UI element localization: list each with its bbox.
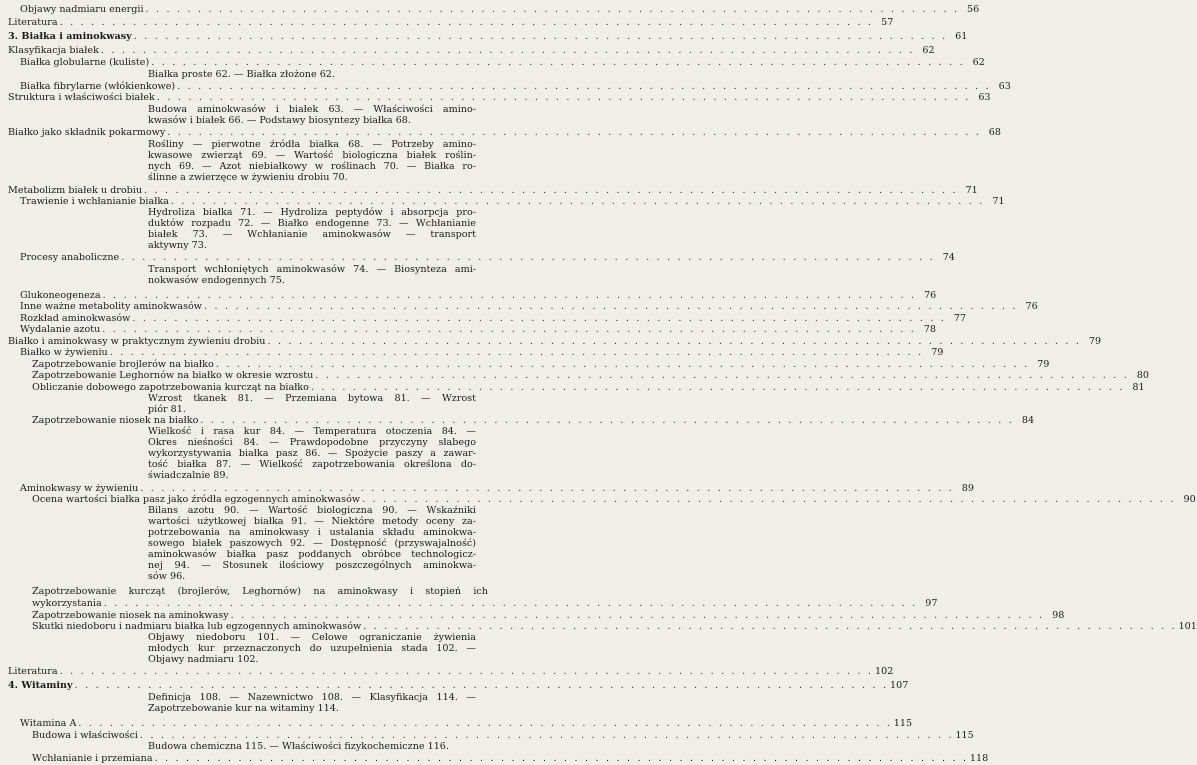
toc-subtopics-text: Budowa aminokwasów i białek 63. — Właściwości amino- bbox=[148, 104, 476, 115]
toc-entry-title: Zapotrzebowanie Leghornów na białko w okresie wzrostu bbox=[32, 370, 314, 381]
dot-leader: . . . . . . . . . . . . . . . . . . . . . . . . . . . . . . . . . . . . . . . . . . . . . . . . . . . . . . . . . . . . . . . . . . . . . . . . . . . . . . bbox=[102, 324, 916, 335]
dot-leader: . . . . . . . . . . . . . . . . . . . . . . . . . . . . . . . . . . . . . . . . . . . . . . . . . . . . . . . . . . . . . . . . . . . . . . . . . . . . . . bbox=[362, 494, 1176, 505]
toc-desc-line bbox=[0, 115, 500, 127]
dot-leader: . . . . . . . . . . . . . . . . . . . . . . . . . . . . . . . . . . . . . . . . . . . . . . . . . . . . . . . . . . . . . . . . . . . . . . . . . . . . . . bbox=[103, 598, 918, 609]
dot-leader: . . . . . . . . . . . . . . . . . . . . . . . . . . . . . . . . . . . . . . . . . . . . . . . . . . . . . . . . . . . . . . . . . . . . . . . . . . . . . . bbox=[100, 45, 915, 56]
toc-subtopics-text: sowego białek paszowych 92. — Dostępność (przyswajalność) bbox=[148, 538, 476, 549]
toc-desc-line bbox=[0, 172, 500, 184]
toc-desc-line bbox=[0, 404, 500, 416]
toc-entry[interactable] bbox=[20, 4, 980, 16]
toc-entry-title: Witamina A bbox=[20, 718, 77, 729]
toc-entry-page: 71 bbox=[992, 196, 1005, 207]
toc-entry-title: Ocena wartości białka pasz jako źródła egzogennych aminokwasów bbox=[32, 494, 361, 505]
toc-subtopics-text: wartości użytkowej białka 91. — Niektóre metody oceny za- bbox=[148, 516, 476, 527]
toc-entry[interactable] bbox=[20, 57, 985, 69]
toc-subtopics-text: nej 94. — Stosunek ilościowy poszczególnych aminokwa- bbox=[148, 560, 476, 571]
toc-subtopics-text: tość białka 87. — Wielkość zapotrzebowania określona do- bbox=[148, 459, 476, 470]
toc-entry-title: Zapotrzebowanie niosek na aminokwasy bbox=[32, 610, 229, 621]
dot-leader: . . . . . . . . . . . . . . . . . . . . . . . . . . . . . . . . . . . . . . . . . . . . . . . . . . . . . . . . . . . . . . . . . . . . . . . . . . . . . . bbox=[140, 483, 954, 494]
toc-entry-page: 102 bbox=[875, 666, 894, 677]
toc-wide-text-1: Zapotrzebowanie kurcząt (brojlerów, Leghornów) na aminokwasy i stopień ich bbox=[32, 586, 488, 597]
toc-entry-page: 76 bbox=[924, 290, 937, 301]
dot-leader: . . . . . . . . . . . . . . . . . . . . . . . . . . . . . . . . . . . . . . . . . . . . . . . . . . . . . . . . . . . . . . . . . . . . . . . . . . . . . . bbox=[102, 290, 917, 301]
toc-subtopics-text: Transport wchłoniętych aminokwasów 74. — Biosynteza ami- bbox=[148, 264, 476, 275]
dot-leader: . . . . . . . . . . . . . . . . . . . . . . . . . . . . . . . . . . . . . . . . . . . . . . . . . . . . . . . . . . . . . . . . . . . . . . . . . . . . . . bbox=[215, 359, 1030, 370]
toc-entry[interactable] bbox=[32, 370, 1149, 382]
toc-subtopics-text: aktywny 73. bbox=[148, 240, 207, 251]
toc-entry[interactable] bbox=[8, 127, 1001, 139]
toc-entry-title: Glukoneogeneza bbox=[20, 290, 101, 301]
toc-entry-title: Wchłanianie i przemiana bbox=[32, 753, 153, 764]
toc-entry-page: 68 bbox=[988, 127, 1001, 138]
toc-desc-line bbox=[0, 240, 500, 252]
toc-line bbox=[0, 31, 968, 43]
toc-line bbox=[0, 45, 935, 57]
toc-line bbox=[0, 370, 1149, 382]
dot-leader: . . . . . . . . . . . . . . . . . . . . . . . . . . . . . . . . . . . . . . . . . . . . . . . . . . . . . . . . . . . . . . . . . . . . . . . . . . . . . . bbox=[170, 196, 985, 207]
toc-subtopics-text: aminokwasów białka pasz poddanych obróbce technologicz- bbox=[148, 549, 476, 560]
toc-subtopics-text: ślinne a zwierzęce w żywieniu drobiu 70. bbox=[148, 172, 348, 183]
toc-entry-title: Klasyfikacja białek bbox=[8, 45, 99, 56]
toc-desc-line bbox=[0, 703, 500, 715]
dot-leader: . . . . . . . . . . . . . . . . . . . . . . . . . . . . . . . . . . . . . . . . . . . . . . . . . . . . . . . . . . . . . . . . . . . . . . . . . . . . . . bbox=[151, 57, 965, 68]
toc-line bbox=[0, 17, 894, 29]
toc-line bbox=[0, 57, 985, 69]
toc-subtopics-text: Bilans azotu 90. — Wartość biologiczna 90. — Wskaźniki bbox=[148, 505, 476, 516]
dot-leader: . . . . . . . . . . . . . . . . . . . . . . . . . . . . . . . . . . . . . . . . . . . . . . . . . . . . . . . . . . . . . . . . . . . . . . . . . . . . . . bbox=[144, 185, 958, 196]
toc-entry-page: 97 bbox=[925, 598, 938, 609]
dot-leader: . . . . . . . . . . . . . . . . . . . . . . . . . . . . . . . . . . . . . . . . . . . . . . . . . . . . . . . . . . . . . . . . . . . . . . . . . . . . . . bbox=[230, 610, 1045, 621]
toc-desc-line bbox=[0, 571, 500, 583]
toc-subtopics-text: Okres nieśności 84. — Prawdopodobne przyczyny słabego bbox=[148, 437, 476, 448]
toc-subtopics-text: nokwasów endogennych 75. bbox=[148, 275, 285, 286]
toc-subtopics-text: wykorzystywania białka pasz 86. — Spożycie paszy a zawar- bbox=[148, 448, 476, 459]
toc-line bbox=[0, 718, 913, 730]
toc-entry[interactable] bbox=[8, 17, 894, 29]
toc-entry-page: 101 bbox=[1178, 621, 1197, 632]
toc-subtopics-text: piór 81. bbox=[148, 404, 186, 415]
dot-leader: . . . . . . . . . . . . . . . . . . . . . . . . . . . . . . . . . . . . . . . . . . . . . . . . . . . . . . . . . . . . . . . . . . . . . . . . . . . . . . bbox=[156, 92, 971, 103]
toc-subtopics-text: nych 69. — Azot niebiałkowy w roślinach 70. — Białka ro- bbox=[148, 161, 476, 172]
dot-leader: . . . . . . . . . . . . . . . . . . . . . . . . . . . . . . . . . . . . . . . . . . . . . . . . . . . . . . . . . . . . . . . . . . . . . . . . . . . . . . bbox=[140, 730, 954, 741]
toc-subtopics-text: białek 73. — Wchłanianie aminokwasów — transport bbox=[148, 229, 476, 240]
toc-subtopics-text: sów 96. bbox=[148, 571, 186, 582]
dot-leader: . . . . . . . . . . . . . . . . . . . . . . . . . . . . . . . . . . . . . . . . . . . . . . . . . . . . . . . . . . . . . . . . . . . . . . . . . . . . . . bbox=[310, 382, 1125, 393]
toc-entry[interactable] bbox=[32, 753, 989, 765]
toc-entry[interactable] bbox=[8, 45, 935, 57]
toc-subtopics-text: Definicja 108. — Nazewnictwo 108. — Klasyfikacja 114. — bbox=[148, 692, 476, 703]
toc-subtopics-text: duktów rozpadu 72. — Białko endogenne 73. — Wchłanianie bbox=[148, 218, 476, 229]
toc-line bbox=[0, 92, 991, 104]
toc-entry-page: 76 bbox=[1025, 301, 1038, 312]
toc-desc-line bbox=[0, 654, 500, 666]
toc-entry-title: Białko i aminokwasy w praktycznym żywieniu drobiu bbox=[8, 336, 266, 347]
toc-entry-page: 74 bbox=[942, 252, 955, 263]
toc-entry[interactable] bbox=[8, 31, 968, 43]
dot-leader: . . . . . . . . . . . . . . . . . . . . . . . . . . . . . . . . . . . . . . . . . . . . . . . . . . . . . . . . . . . . . . . . . . . . . . . . . . . . . . bbox=[315, 370, 1129, 381]
toc-desc-line bbox=[0, 741, 500, 753]
toc-entry-title: Trawienie i wchłanianie białka bbox=[20, 196, 169, 207]
toc-entry-page: 79 bbox=[1037, 359, 1050, 370]
toc-line bbox=[0, 252, 955, 264]
toc-entry-page: 115 bbox=[893, 718, 913, 729]
toc-desc-line bbox=[0, 69, 500, 81]
toc-line bbox=[0, 347, 944, 359]
toc-entry[interactable] bbox=[20, 301, 1038, 313]
toc-subtopics-text: Wzrost tkanek 81. — Przemiana bytowa 81. — Wzrost bbox=[148, 393, 476, 404]
dot-leader: . . . . . . . . . . . . . . . . . . . . . . . . . . . . . . . . . . . . . . . . . . . . . . . . . . . . . . . . . . . . . . . . . . . . . . . . . . . . . . bbox=[363, 621, 1177, 632]
toc-entry-page: 63 bbox=[998, 81, 1011, 92]
toc-entry-page: 56 bbox=[967, 4, 980, 15]
toc-entry-page: 115 bbox=[955, 730, 974, 741]
toc-subtopics-text: kwasowe zwierząt 69. — Wartość biologiczna białek roślin- bbox=[148, 150, 476, 161]
toc-entry[interactable] bbox=[20, 718, 913, 730]
toc-entry-page: 84 bbox=[1021, 415, 1035, 426]
toc-subtopics-text: Budowa chemiczna 115. — Właściwości fizykochemiczne 116. bbox=[148, 741, 449, 752]
dot-leader: . . . . . . . . . . . . . . . . . . . . . . . . . . . . . . . . . . . . . . . . . . . . . . . . . . . . . . . . . . . . . . . . . . . . . . . . . . . . . . bbox=[267, 336, 1082, 347]
toc-subtopics-text: kwasów i białek 66. — Podstawy biosyntezy białka 68. bbox=[148, 115, 411, 126]
toc-entry-title: Inne ważne metabolity aminokwasów bbox=[20, 301, 202, 312]
toc-entry-page: 71 bbox=[965, 185, 978, 196]
toc-entry-title: Wydalanie azotu bbox=[20, 324, 101, 335]
dot-leader: . . . . . . . . . . . . . . . . . . . . . . . . . . . . . . . . . . . . . . . . . . . . . . . . . . . . . . . . . . . . . . . . . . . . . . . . . . . . . . bbox=[204, 301, 1018, 312]
toc-subtopics-text: Zapotrzebowanie kur na witaminy 114. bbox=[148, 703, 339, 714]
dot-leader: . . . . . . . . . . . . . . . . . . . . . . . . . . . . . . . . . . . . . . . . . . . . . . . . . . . . . . . . . . . . . . . . . . . . . . . . . . . . . . bbox=[74, 680, 889, 691]
toc-entry-page: 90 bbox=[1183, 494, 1196, 505]
toc-entry-page: 62 bbox=[922, 45, 935, 56]
dot-leader: . . . . . . . . . . . . . . . . . . . . . . . . . . . . . . . . . . . . . . . . . . . . . . . . . . . . . . . . . . . . . . . . . . . . . . . . . . . . . . bbox=[177, 81, 991, 92]
dot-leader: . . . . . . . . . . . . . . . . . . . . . . . . . . . . . . . . . . . . . . . . . . . . . . . . . . . . . . . . . . . . . . . . . . . . . . . . . . . . . . bbox=[121, 252, 935, 263]
toc-line bbox=[0, 666, 894, 678]
toc-entry-title: 4. Witaminy bbox=[8, 680, 73, 691]
toc-entry-title: Skutki niedoboru i nadmiaru białka lub egzogennych aminokwasów bbox=[32, 621, 362, 632]
toc-entry[interactable] bbox=[8, 92, 991, 104]
dot-leader: . . . . . . . . . . . . . . . . . . . . . . . . . . . . . . . . . . . . . . . . . . . . . . . . . . . . . . . . . . . . . . . . . . . . . . . . . . . . . . bbox=[145, 4, 960, 15]
dot-leader: . . . . . . . . . . . . . . . . . . . . . . . . . . . . . . . . . . . . . . . . . . . . . . . . . . . . . . . . . . . . . . . . . . . . . . . . . . . . . . bbox=[78, 718, 893, 729]
toc-entry-title: Literatura bbox=[8, 17, 58, 28]
toc-entry-title: Zapotrzebowanie niosek na białko bbox=[32, 415, 199, 426]
toc-entry-page: 63 bbox=[978, 92, 991, 103]
toc-entry-page: 57 bbox=[881, 17, 894, 28]
toc-entry-page: 80 bbox=[1136, 370, 1149, 381]
dot-leader: . . . . . . . . . . . . . . . . . . . . . . . . . . . . . . . . . . . . . . . . . . . . . . . . . . . . . . . . . . . . . . . . . . . . . . . . . . . . . . bbox=[59, 666, 874, 677]
toc-entry-page: 77 bbox=[953, 313, 967, 324]
toc-line bbox=[0, 301, 1038, 313]
toc-entry-title: Metabolizm białek u drobiu bbox=[8, 185, 143, 196]
toc-entry[interactable] bbox=[20, 324, 936, 336]
dot-leader: . . . . . . . . . . . . . . . . . . . . . . . . . . . . . . . . . . . . . . . . . . . . . . . . . . . . . . . . . . . . . . . . . . . . . . . . . . . . . . bbox=[109, 347, 924, 358]
toc-line bbox=[0, 753, 989, 765]
toc-subtopics-text: Wielkość i rasa kur 84. — Temperatura otoczenia 84. — bbox=[148, 426, 476, 437]
toc-entry-title: Literatura bbox=[8, 666, 58, 677]
toc-entry-title: Objawy nadmiaru energii bbox=[20, 4, 144, 15]
toc-entry[interactable] bbox=[8, 680, 909, 692]
toc-entry-page: 118 bbox=[969, 753, 989, 764]
dot-leader: . . . . . . . . . . . . . . . . . . . . . . . . . . . . . . . . . . . . . . . . . . . . . . . . . . . . . . . . . . . . . . . . . . . . . . . . . . . . . . bbox=[200, 415, 1015, 426]
toc-entry-page: 79 bbox=[931, 347, 944, 358]
toc-subtopics-text: Hydroliza białka 71. — Hydroliza peptydów i absorpcja pro- bbox=[148, 207, 476, 218]
dot-leader: . . . . . . . . . . . . . . . . . . . . . . . . . . . . . . . . . . . . . . . . . . . . . . . . . . . . . . . . . . . . . . . . . . . . . . . . . . . . . . bbox=[167, 127, 981, 138]
toc-entry-title: Białka fibrylarne (włókienkowe) bbox=[20, 81, 176, 92]
toc-entry-page: 78 bbox=[923, 324, 936, 335]
toc-entry[interactable] bbox=[8, 666, 894, 678]
toc-subtopics-text: Objawy niedoboru 101. — Celowe ograniczanie żywienia bbox=[148, 632, 476, 643]
toc-entry-title: Białka globularne (kuliste) bbox=[20, 57, 150, 68]
toc-desc-line bbox=[0, 470, 500, 482]
dot-leader: . . . . . . . . . . . . . . . . . . . . . . . . . . . . . . . . . . . . . . . . . . . . . . . . . . . . . . . . . . . . . . . . . . . . . . . . . . . . . . bbox=[59, 17, 874, 28]
toc-entry-page: 107 bbox=[889, 680, 909, 691]
toc-entry-title: Obliczanie dobowego zapotrzebowania kurcząt na białko bbox=[32, 382, 309, 393]
toc-entry-page: 89 bbox=[961, 483, 974, 494]
toc-entry-title: 3. Białka i aminokwasy bbox=[8, 31, 132, 42]
toc-entry-title: Rozkład aminokwasów bbox=[20, 313, 131, 324]
toc-entry[interactable] bbox=[20, 347, 944, 359]
toc-line bbox=[0, 4, 980, 16]
toc-subtopics-text: potrzebowania na aminokwasy i ustalania składu aminokwa- bbox=[148, 527, 476, 538]
toc-entry-page: 81 bbox=[1132, 382, 1145, 393]
dot-leader: . . . . . . . . . . . . . . . . . . . . . . . . . . . . . . . . . . . . . . . . . . . . . . . . . . . . . . . . . . . . . . . . . . . . . . . . . . . . . . bbox=[132, 313, 947, 324]
toc-entry[interactable] bbox=[32, 598, 938, 610]
toc-desc-line bbox=[0, 275, 500, 287]
toc-subtopics-text: Objawy nadmiaru 102. bbox=[148, 654, 259, 665]
toc-entry-page: 98 bbox=[1052, 610, 1065, 621]
toc-entry-title: Zapotrzebowanie brojlerów na białko bbox=[32, 359, 214, 370]
toc-line bbox=[0, 324, 936, 336]
toc-entry[interactable] bbox=[20, 252, 955, 264]
toc-subtopics-text: Białka proste 62. — Białka złożone 62. bbox=[148, 69, 335, 80]
toc-wide-line-2 bbox=[0, 598, 938, 610]
toc-entry-title: Procesy anaboliczne bbox=[20, 252, 120, 263]
toc-entry-title: Budowa i właściwości bbox=[32, 730, 139, 741]
toc-line bbox=[0, 680, 909, 692]
toc-entry-page: 61 bbox=[955, 31, 968, 42]
toc-entry-title: Białko jako składnik pokarmowy bbox=[8, 127, 166, 138]
dot-leader: . . . . . . . . . . . . . . . . . . . . . . . . . . . . . . . . . . . . . . . . . . . . . . . . . . . . . . . . . . . . . . . . . . . . . . . . . . . . . . bbox=[154, 753, 969, 764]
toc-entry-page: 62 bbox=[972, 57, 985, 68]
toc-wide-line-1 bbox=[0, 586, 500, 598]
toc-subtopics-text: Rośliny — pierwotne źródła białka 68. — Potrzeby amino- bbox=[148, 139, 476, 150]
toc-subtopics-text: świadczalnie 89. bbox=[148, 470, 229, 481]
toc-entry-title: Struktura i właściwości białek bbox=[8, 92, 155, 103]
toc-entry-title: wykorzystania bbox=[32, 598, 102, 609]
toc-entry-page: 79 bbox=[1088, 336, 1102, 347]
toc-entry-title: Aminokwasy w żywieniu bbox=[20, 483, 139, 494]
toc-line bbox=[0, 127, 1001, 139]
dot-leader: . . . . . . . . . . . . . . . . . . . . . . . . . . . . . . . . . . . . . . . . . . . . . . . . . . . . . . . . . . . . . . . . . . . . . . . . . . . . . . bbox=[133, 31, 948, 42]
toc-entry-title: Białko w żywieniu bbox=[20, 347, 108, 358]
toc-subtopics-text: młodych kur przeznaczonych do uzupełnienia stada 102. — bbox=[148, 643, 476, 654]
